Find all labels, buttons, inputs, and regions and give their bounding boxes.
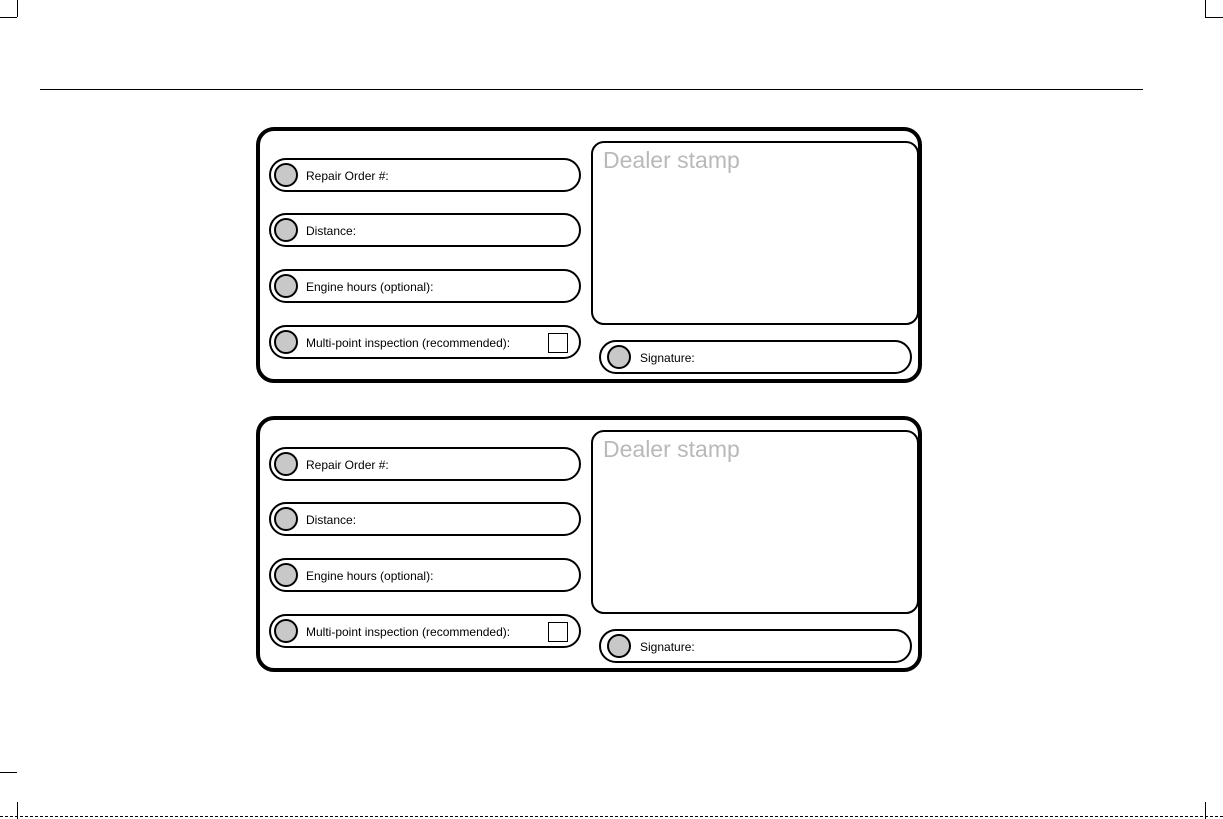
dealer-stamp-box — [591, 141, 919, 325]
field-label: Multi-point inspection (recommended): — [306, 336, 511, 350]
inspection-checkbox[interactable] — [548, 622, 568, 642]
repair-order-field[interactable] — [269, 447, 581, 481]
field-label: Engine hours (optional): — [306, 569, 434, 583]
field-label: Repair Order #: — [306, 169, 389, 183]
multi-point-inspection-field — [269, 325, 581, 359]
engine-hours-field[interactable] — [269, 269, 581, 303]
multi-point-inspection-field — [269, 614, 581, 648]
engine-hours-field[interactable] — [269, 558, 581, 592]
field-label: Multi-point inspection (recommended): — [306, 625, 511, 639]
field-label: Distance: — [306, 224, 357, 238]
signature-label: Signature: — [640, 351, 695, 365]
field-label: Repair Order #: — [306, 458, 389, 472]
field-bullet-icon — [607, 634, 631, 658]
field-bullet-icon — [274, 330, 298, 354]
field-bullet-icon — [274, 218, 298, 242]
crop-mark — [0, 772, 17, 773]
field-bullet-icon — [274, 563, 298, 587]
crop-mark — [1205, 17, 1223, 18]
inspection-checkbox[interactable] — [548, 333, 568, 353]
field-bullet-icon — [607, 345, 631, 369]
distance-field[interactable] — [269, 502, 581, 536]
crop-mark — [1205, 0, 1206, 17]
header-rule — [40, 89, 1143, 90]
field-bullet-icon — [274, 619, 298, 643]
field-label: Engine hours (optional): — [306, 280, 434, 294]
service-record-card — [256, 127, 922, 383]
service-record-card — [256, 416, 922, 672]
crop-mark — [0, 17, 17, 18]
repair-order-field[interactable] — [269, 158, 581, 192]
field-bullet-icon — [274, 163, 298, 187]
field-bullet-icon — [274, 452, 298, 476]
dealer-stamp-box — [591, 430, 919, 614]
footer-rule — [0, 816, 1223, 817]
distance-field[interactable] — [269, 213, 581, 247]
signature-label: Signature: — [640, 640, 695, 654]
signature-field[interactable] — [599, 629, 912, 663]
field-label: Distance: — [306, 513, 357, 527]
crop-mark — [17, 0, 18, 17]
signature-field[interactable] — [599, 340, 912, 374]
dealer-stamp-label: Dealer stamp — [603, 147, 740, 173]
dealer-stamp-label: Dealer stamp — [603, 436, 740, 462]
field-bullet-icon — [274, 507, 298, 531]
field-bullet-icon — [274, 274, 298, 298]
